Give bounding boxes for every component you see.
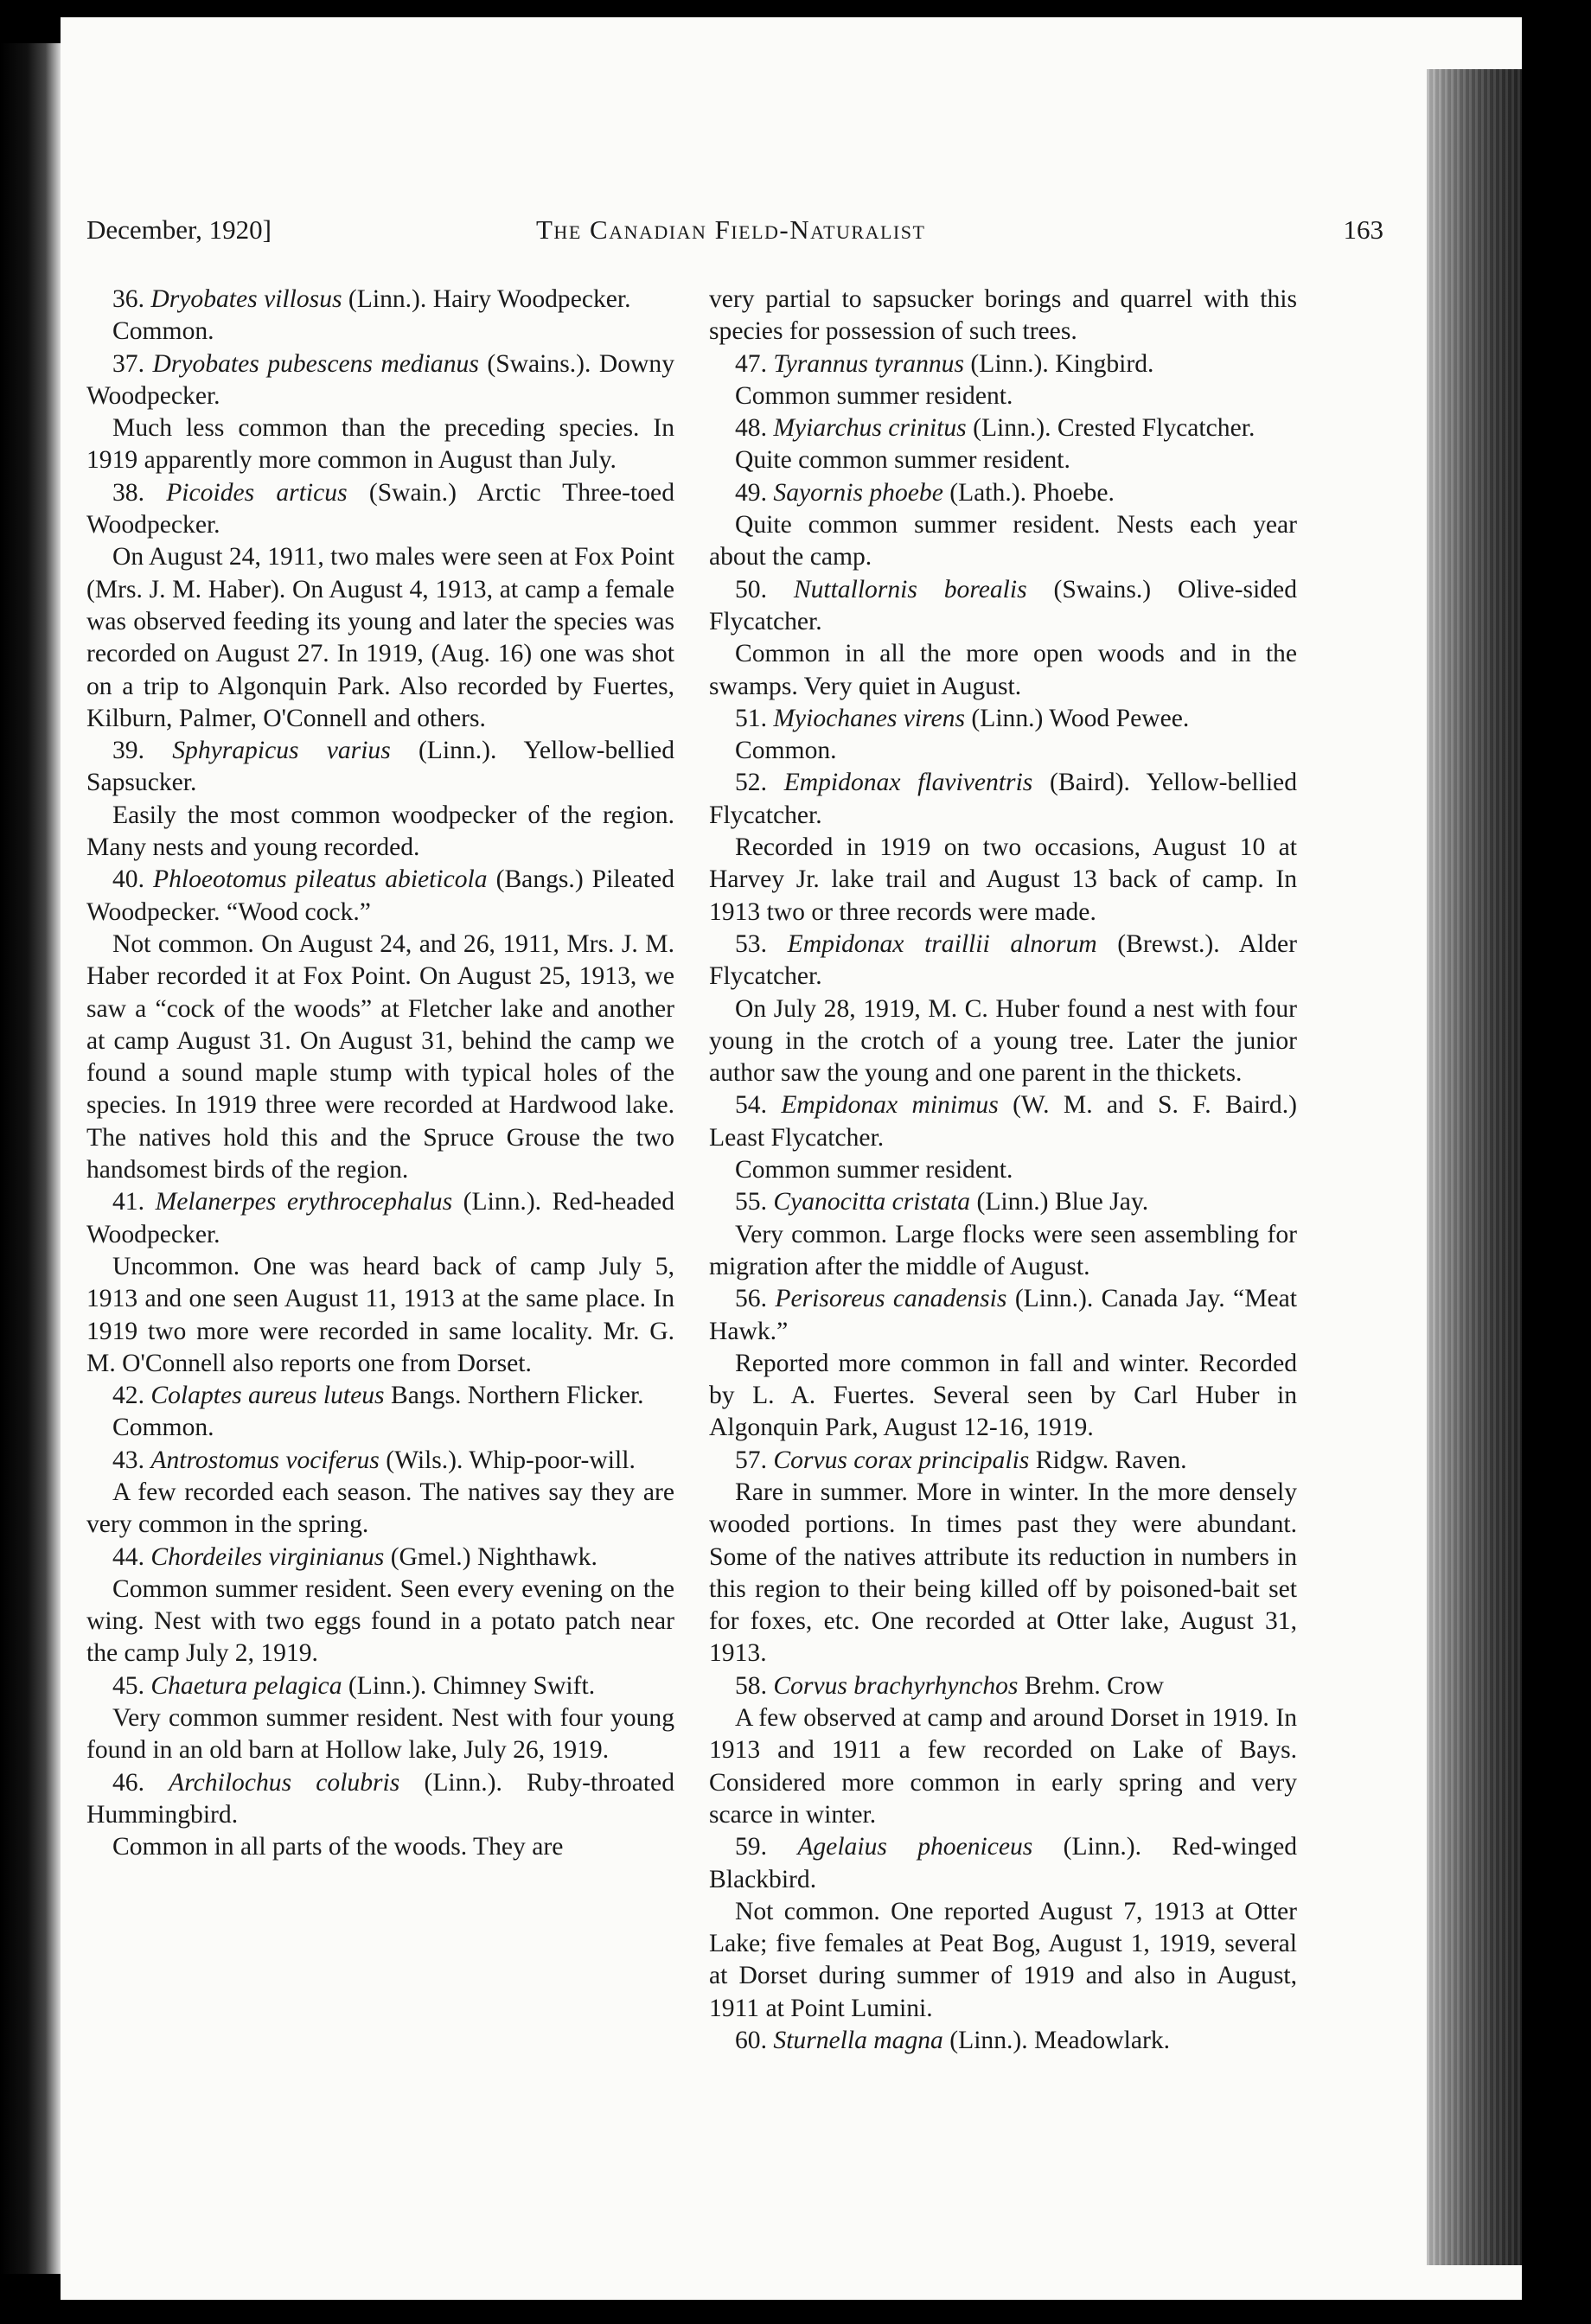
species-authority-common-name: (Swains.) Olive-sided Flycatcher.: [709, 575, 1297, 635]
scientific-name: Phloeotomus pileatus abieticola: [153, 865, 488, 894]
scientific-name: Melanerpes erythrocephalus: [155, 1188, 453, 1216]
species-entry: [86, 864, 674, 929]
species-entry: [86, 284, 674, 316]
species-notes: Quite common summer resident.: [735, 446, 1070, 475]
species-authority-common-name: (Linn.). Ruby-throated Hummingbird.: [86, 1768, 674, 1829]
species-number: 53.: [735, 929, 788, 958]
species-number: 38.: [112, 478, 167, 507]
scientific-name: Sayornis phoebe: [773, 478, 943, 507]
scientific-name: Perisoreus canadensis: [775, 1285, 1007, 1313]
species-notes: Common in all parts of the woods. They are: [112, 1833, 564, 1861]
species-notes: Common in all the more open woods and in the swamps. Very quiet in August.: [709, 640, 1297, 700]
species-authority-common-name: (Gmel.) Nighthawk.: [384, 1542, 597, 1571]
species-authority-common-name: (Bangs.) Pileated Woodpecker. “Wood cock.”: [86, 865, 675, 926]
species-entry: [86, 735, 674, 800]
species-entry: [709, 477, 1297, 509]
right-column: [709, 284, 1297, 2057]
species-authority-common-name: (Linn.). Yellow-bellied Sapsucker.: [86, 737, 675, 797]
species-authority-common-name: (Brewst.). Alder Flycatcher.: [709, 929, 1298, 991]
species-entry: [709, 1670, 1297, 1702]
species-authority-common-name: (Linn.) Blue Jay.: [970, 1188, 1149, 1216]
species-notes: Uncommon. One was heard back of camp July 5, 1913 and one seen August 11, 1913 at the same place. In 1919 two more were recorded in same locality. Mr. G. M. O'Connell also reports one from Dorset.: [86, 1252, 674, 1377]
species-entry: [709, 1831, 1297, 1896]
species-authority-common-name: Brehm. Crow: [1018, 1671, 1164, 1700]
species-authority-common-name: (Linn.). Hairy Woodpecker.: [342, 285, 631, 313]
species-notes: Reported more common in fall and winter. Recorded by L. A. Fuertes. Several seen by Carl Huber in Algonquin Park, August 12-16, 1919.: [709, 1349, 1297, 1442]
species-authority-common-name: (Linn.). Red-headed Woodpecker.: [86, 1188, 674, 1248]
page-number: 163: [1343, 214, 1383, 245]
species-notes: Common summer resident. Seen every evening on the wing. Nest with two eggs found in a potato patch near the camp July 2, 1919.: [86, 1574, 674, 1668]
species-number: 46.: [112, 1768, 169, 1797]
species-notes: Not common. One reported August 7, 1913 at Otter Lake; five females at Peat Bog, August 1, 1919, several at Dorset during summer of 1919 and also in August, 1911 at Point Lumini.: [709, 1897, 1297, 2022]
species-entry: [86, 1542, 674, 1574]
species-notes: On August 24, 1911, two males were seen at Fox Point (Mrs. J. M. Haber). On August 4, 1913, at camp a female was observed feeding its young and later the species was recorded on August 27. In 1919, (Aug. 16) one was shot on a trip to Algonquin Park. Also recorded by Fuertes, Kilburn, Palmer, O'Connell and others.: [86, 543, 674, 732]
species-authority-common-name: (Linn.). Crested Flycatcher.: [966, 414, 1256, 443]
species-number: 55.: [735, 1188, 774, 1216]
scientific-name: Empidonax traillii alnorum: [787, 929, 1097, 958]
species-authority-common-name: (Lath.). Phoebe.: [942, 478, 1115, 507]
scientific-name: Myiarchus crinitus: [773, 414, 967, 443]
species-number: 49.: [735, 478, 774, 507]
species-number: 57.: [735, 1446, 774, 1474]
species-notes: very partial to sapsucker borings and quarrel with this species for possession of such trees.: [709, 285, 1297, 346]
species-number: 40.: [112, 865, 153, 894]
species-entry: [709, 1283, 1297, 1348]
species-authority-common-name: (Linn.). Canada Jay. “Meat Hawk.”: [709, 1285, 1298, 1345]
species-entry: [709, 1089, 1297, 1154]
species-number: 50.: [735, 575, 794, 603]
species-authority-common-name: (Linn.). Chimney Swift.: [342, 1671, 596, 1700]
species-number: 43.: [112, 1446, 151, 1474]
species-number: 54.: [735, 1091, 782, 1120]
species-notes: Recorded in 1919 on two occasions, August 10 at Harvey Jr. lake trail and August 13 back of camp. In 1913 two or three records were made.: [709, 833, 1297, 926]
species-entry: [86, 1670, 674, 1702]
species-number: 51.: [735, 704, 774, 732]
species-number: 42.: [112, 1382, 151, 1410]
scientific-name: Corvus brachyrhynchos: [773, 1671, 1019, 1700]
species-number: 39.: [112, 737, 173, 765]
species-notes: Common summer resident.: [735, 1156, 1013, 1184]
scientific-name: Antrostomus vociferus: [150, 1446, 380, 1474]
scientific-name: Archilochus colubris: [169, 1768, 400, 1797]
scientific-name: Colaptes aureus luteus: [150, 1382, 385, 1410]
species-authority-common-name: (Linn.) Wood Pewee.: [965, 704, 1190, 732]
species-number: 37.: [112, 349, 153, 378]
species-authority-common-name: Ridgw. Raven.: [1029, 1446, 1187, 1474]
species-number: 58.: [735, 1671, 774, 1700]
species-notes: Common.: [112, 317, 214, 346]
species-authority-common-name: (Swains.). Downy Woodpecker.: [86, 349, 674, 410]
scientific-name: Sphyrapicus varius: [172, 737, 391, 765]
header-journal-title: The Canadian Field-Naturalist: [536, 214, 926, 245]
species-number: 44.: [112, 1542, 151, 1571]
scientific-name: Sturnella magna: [773, 2027, 943, 2055]
species-notes: Not common. On August 24, and 26, 1911, Mrs. J. M. Haber recorded it at Fox Point. On August 25, 1913, we saw a “cock of the woods” at Fletcher lake and another at camp August 31. On August 31, behind the camp we found a sound maple stump with typical holes of the species. In 1919 three were recorded at Hardwood lake. The natives hold this and the Spruce Grouse the two handsomest birds of the region.: [86, 929, 674, 1184]
species-number: 56.: [735, 1285, 776, 1313]
species-notes: On July 28, 1919, M. C. Huber found a nest with four young in the crotch of a young tree. Later the junior author saw the young and one parent in the thickets.: [709, 994, 1297, 1088]
scientific-name: Dryobates villosus: [150, 285, 342, 313]
scientific-name: Corvus corax principalis: [773, 1446, 1030, 1474]
scientific-name: Nuttallornis borealis: [793, 575, 1027, 603]
scientific-name: Picoides articus: [166, 478, 348, 507]
species-notes: Rare in summer. More in winter. In the more densely wooded portions. In times past they were abundant. Some of the natives attribute its reduction in numbers in this region to their being killed off by poisoned-bait set for foxes, etc. One recorded at Otter lake, August 31, 1913.: [709, 1478, 1297, 1668]
species-notes: A few observed at camp and around Dorset in 1919. In 1913 and 1911 a few recorded on Lake of Bays. Considered more common in early spring and very scarce in winter.: [709, 1704, 1297, 1829]
species-notes: Easily the most common woodpecker of the region. Many nests and young recorded.: [86, 801, 674, 862]
species-entry: [86, 477, 674, 542]
species-entry: [709, 1445, 1297, 1477]
species-entry: [709, 574, 1297, 639]
species-entry: [86, 1186, 674, 1251]
scientific-name: Myiochanes virens: [773, 704, 965, 732]
species-number: 45.: [112, 1671, 151, 1700]
scientific-name: Chaetura pelagica: [150, 1671, 342, 1700]
scientific-name: Agelaius phoeniceus: [797, 1833, 1033, 1861]
species-notes: Common summer resident.: [735, 381, 1013, 410]
species-notes: Much less common than the preceding species. In 1919 apparently more common in August than July.: [86, 414, 674, 475]
species-notes: Common.: [112, 1414, 214, 1442]
species-notes: A few recorded each season. The natives say they are very common in the spring.: [86, 1478, 674, 1539]
species-authority-common-name: (Swain.) Arctic Three-toed Woodpecker.: [86, 478, 674, 540]
scientific-name: Empidonax minimus: [781, 1091, 999, 1120]
scientific-name: Chordeiles virginianus: [150, 1542, 385, 1571]
scientific-name: Tyrannus tyrannus: [773, 349, 964, 378]
species-number: 60.: [735, 2027, 774, 2055]
species-number: 59.: [735, 1833, 798, 1861]
species-notes: Very common summer resident. Nest with four young found in an old barn at Hollow lake, July 26, 1919.: [86, 1704, 674, 1765]
species-entry: [709, 348, 1297, 380]
species-entry: [709, 703, 1297, 735]
species-number: 41.: [112, 1188, 156, 1216]
scientific-name: Dryobates pubescens medianus: [152, 349, 479, 378]
species-entry: [86, 1445, 674, 1477]
species-entry: [709, 929, 1297, 993]
species-number: 48.: [735, 414, 774, 443]
scientific-name: Cyanocitta cristata: [773, 1188, 971, 1216]
running-head: [86, 214, 1383, 252]
species-authority-common-name: (Linn.). Meadowlark.: [942, 2027, 1171, 2055]
left-column: [86, 284, 674, 1864]
species-authority-common-name: (Linn.). Red-winged Blackbird.: [709, 1833, 1298, 1893]
species-entry: [709, 1186, 1297, 1218]
facing-page-edge: [0, 43, 61, 2274]
species-entry: [86, 1767, 674, 1832]
species-number: 47.: [735, 349, 774, 378]
species-authority-common-name: (Baird). Yellow-bellied Flycatcher.: [709, 769, 1297, 829]
species-number: 52.: [735, 769, 784, 797]
species-notes: Very common. Large flocks were seen assembling for migration after the middle of August.: [709, 1220, 1297, 1280]
species-notes: Quite common summer resident. Nests each year about the camp.: [709, 511, 1297, 571]
header-date: December, 1920]: [86, 214, 272, 245]
species-entry: [86, 348, 674, 413]
species-entry: [86, 1380, 674, 1412]
species-authority-common-name: (Linn.). Kingbird.: [964, 349, 1154, 378]
species-notes: Common.: [735, 737, 837, 765]
species-entry: [709, 412, 1297, 444]
scientific-name: Empidonax flaviventris: [783, 769, 1033, 797]
species-authority-common-name: (Wils.). Whip-poor-will.: [379, 1446, 636, 1474]
page-stack-edge: [1427, 69, 1522, 2265]
species-authority-common-name: (W. M. and S. F. Baird.) Least Flycatcher.: [709, 1091, 1297, 1152]
species-entry: [709, 767, 1297, 832]
species-number: 36.: [112, 285, 151, 313]
species-entry: [709, 2025, 1297, 2057]
species-authority-common-name: Bangs. Northern Flicker.: [384, 1382, 644, 1410]
